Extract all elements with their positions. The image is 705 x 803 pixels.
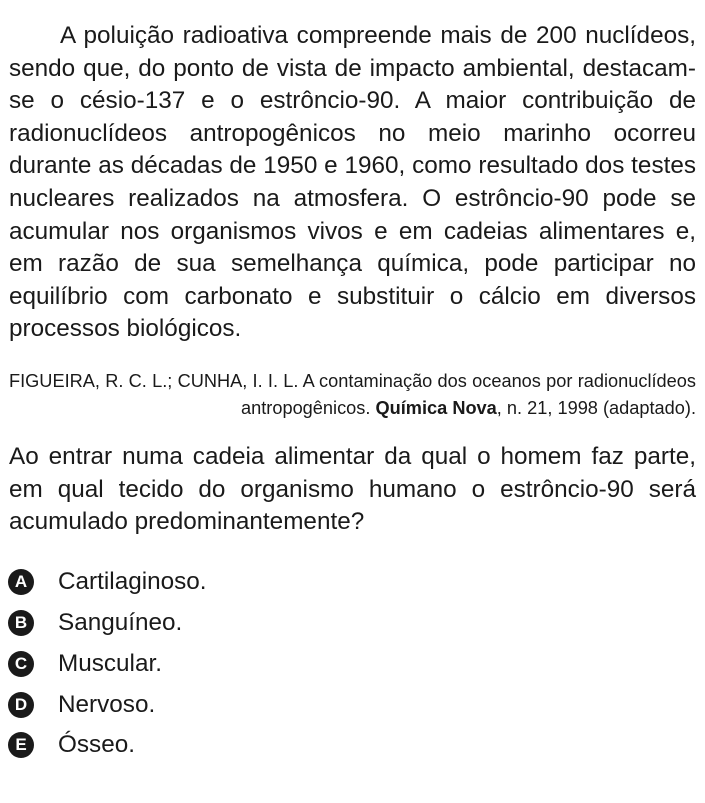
option-letter-badge: D bbox=[8, 692, 34, 718]
question-page bbox=[9, 20, 696, 782]
citation-details: , n. 21, 1998 (adaptado). bbox=[496, 397, 696, 418]
option-a[interactable] bbox=[9, 562, 696, 603]
option-e[interactable] bbox=[9, 725, 696, 766]
citation bbox=[9, 368, 696, 422]
text-block bbox=[9, 20, 696, 539]
option-text: Muscular. bbox=[58, 649, 162, 677]
option-text: Cartilaginoso. bbox=[58, 568, 207, 596]
question-text: Ao entrar numa cadeia alimentar da qual o homem faz parte, em qual tecido do organismo humano o estrôncio-90 será acumulado predominantemente? bbox=[9, 442, 696, 536]
option-text: Sanguíneo. bbox=[58, 608, 183, 636]
option-letter-badge: E bbox=[8, 732, 34, 758]
passage-text: A poluição radioativa compreende mais de 200 nuclídeos, sendo que, do ponto de vista de impacto ambiental, destacam-se o césio-137 e o estrôncio-90. A maior contribuição de radionuclídeos antropogênicos no meio marinho ocorreu durante as décadas de 1950 e 1960, como resultado dos testes nucleares realizados na atmosfera. O estrôncio-90 pode se acumular nos organismos vivos e em cadeias alimentares e, em razão de sua semelhança química, pode participar no equilíbrio com carbonato e substituir o cálcio em diversos processos biológicos. bbox=[9, 22, 696, 343]
option-letter-badge: C bbox=[8, 651, 34, 677]
citation-journal: Química Nova bbox=[375, 397, 497, 418]
option-letter-badge: A bbox=[8, 569, 34, 595]
option-letter-badge: B bbox=[8, 610, 34, 636]
answer-options bbox=[9, 562, 696, 766]
option-d[interactable] bbox=[9, 684, 696, 725]
option-text: Nervoso. bbox=[58, 690, 156, 718]
citation-authors-title: FIGUEIRA, R. C. L.; CUNHA, I. I. L. A contaminação dos oceanos por radionuclídeos antropogênicos. bbox=[9, 370, 696, 418]
option-b[interactable] bbox=[9, 603, 696, 644]
option-c[interactable] bbox=[9, 643, 696, 684]
option-text: Ósseo. bbox=[58, 731, 135, 759]
